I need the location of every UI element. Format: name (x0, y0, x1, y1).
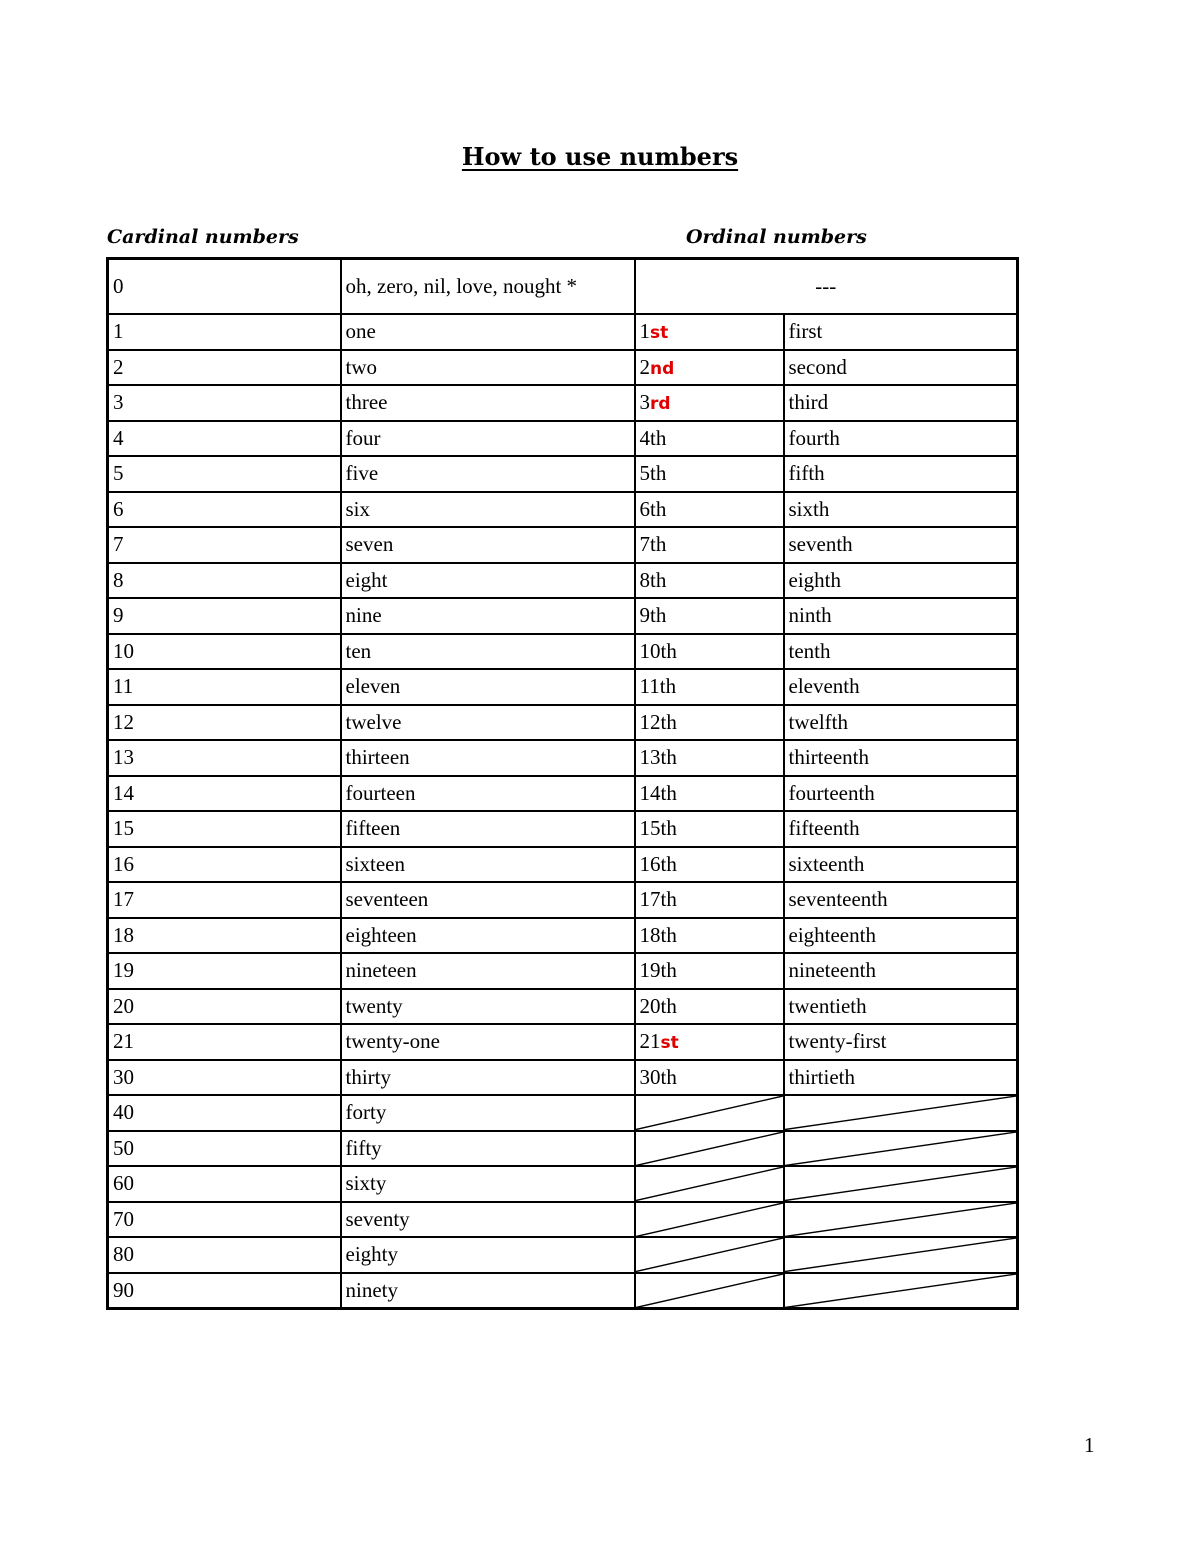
cardinal-number-cell: 12 (108, 705, 341, 741)
cardinal-number-cell: 50 (108, 1131, 341, 1167)
table-row (108, 669, 1018, 705)
ordinal-number: 13 (639, 745, 661, 770)
cardinal-word-cell: five (341, 456, 635, 492)
table-row (108, 385, 1018, 421)
empty-crossed-cell (784, 1166, 1018, 1202)
ordinal-number: 7 (639, 532, 650, 557)
empty-crossed-cell (635, 1273, 784, 1309)
ordinal-number-cell (635, 740, 784, 776)
cardinal-word-cell: six (341, 492, 635, 528)
table-row (108, 1166, 1018, 1202)
cardinal-number-cell: 21 (108, 1024, 341, 1060)
ordinal-number-cell (635, 1060, 784, 1096)
ordinal-number: 18 (639, 922, 661, 947)
cardinal-word-cell: forty (341, 1095, 635, 1131)
table-row (108, 847, 1018, 883)
table-row (108, 1273, 1018, 1309)
table-row (108, 882, 1018, 918)
cardinal-number-cell: 2 (108, 350, 341, 386)
cardinal-word-cell: three (341, 385, 635, 421)
ordinal-number: 2 (639, 354, 650, 379)
table-row (108, 563, 1018, 599)
cardinal-word-cell: fifty (341, 1131, 635, 1167)
ordinal-suffix: th (659, 674, 677, 699)
ordinal-number-cell (635, 1024, 784, 1060)
cardinal-number-cell: 40 (108, 1095, 341, 1131)
cardinal-word-cell: eighty (341, 1237, 635, 1273)
cardinal-word-cell: ten (341, 634, 635, 670)
ordinal-word-cell: sixteenth (784, 847, 1018, 883)
cardinal-word-cell: twenty (341, 989, 635, 1025)
table-row (108, 527, 1018, 563)
cardinal-word-cell: seven (341, 527, 635, 563)
ordinal-suffix: st (650, 323, 669, 344)
ordinal-word-cell: eighteenth (784, 918, 1018, 954)
cardinal-word-cell: fifteen (341, 811, 635, 847)
ordinal-word-cell: second (784, 350, 1018, 386)
cardinal-word-cell: twelve (341, 705, 635, 741)
ordinal-number-cell (635, 527, 784, 563)
ordinal-word-cell: first (784, 314, 1018, 350)
empty-crossed-cell (784, 1202, 1018, 1238)
cardinal-number-cell: 80 (108, 1237, 341, 1273)
cardinal-word-cell: eighteen (341, 918, 635, 954)
ordinal-number: 5 (639, 461, 650, 486)
ordinal-suffix: th (660, 1064, 677, 1089)
ordinal-word-cell: ninth (784, 598, 1018, 634)
ordinal-number: 14 (639, 780, 661, 805)
ordinal-number: 3 (639, 390, 650, 415)
cardinal-number-cell: 5 (108, 456, 341, 492)
table-row-zero (108, 259, 1018, 315)
ordinal-suffix: th (650, 567, 667, 592)
ordinal-number-cell (635, 598, 784, 634)
ordinal-suffix: th (650, 603, 667, 628)
ordinal-word-cell: eighth (784, 563, 1018, 599)
table-row (108, 421, 1018, 457)
ordinal-word-cell: thirteenth (784, 740, 1018, 776)
cardinal-number-cell: 13 (108, 740, 341, 776)
table-row (108, 1131, 1018, 1167)
table-row (108, 1202, 1018, 1238)
table-row (108, 634, 1018, 670)
ordinal-number: 8 (639, 567, 650, 592)
numbers-table-body (108, 259, 1018, 1309)
cardinal-word-cell: two (341, 350, 635, 386)
ordinal-number-cell (635, 634, 784, 670)
ordinal-suffix: rd (650, 394, 671, 415)
table-row (108, 350, 1018, 386)
table-row (108, 1024, 1018, 1060)
ordinal-suffix: th (660, 993, 677, 1018)
ordinal-number-cell (635, 456, 784, 492)
ordinal-placeholder-cell: --- (635, 259, 1018, 315)
cardinal-word-cell: thirty (341, 1060, 635, 1096)
ordinal-suffix: th (660, 922, 677, 947)
page-number: 1 (1084, 1433, 1095, 1457)
cardinal-number-cell: 8 (108, 563, 341, 599)
cardinal-number-cell: 6 (108, 492, 341, 528)
ordinal-word-cell: seventh (784, 527, 1018, 563)
cardinal-word-cell: ninety (341, 1273, 635, 1309)
ordinal-suffix: th (660, 638, 677, 663)
table-row (108, 776, 1018, 812)
cardinal-word-cell: one (341, 314, 635, 350)
diagonal-strike-line (636, 1096, 783, 1130)
ordinal-word-cell: fourteenth (784, 776, 1018, 812)
ordinal-numbers-heading: Ordinal numbers (686, 226, 867, 248)
ordinal-suffix: th (660, 887, 677, 912)
cardinal-word-cell: twenty-one (341, 1024, 635, 1060)
ordinal-number: 21 (639, 1029, 661, 1054)
cardinal-number-cell: 15 (108, 811, 341, 847)
empty-crossed-cell (635, 1202, 784, 1238)
ordinal-word-cell: tenth (784, 634, 1018, 670)
ordinal-number-cell (635, 953, 784, 989)
ordinal-number: 19 (639, 958, 661, 983)
cardinal-number-cell: 90 (108, 1273, 341, 1309)
ordinal-suffix: th (650, 532, 667, 557)
cardinal-number-cell: 4 (108, 421, 341, 457)
table-row (108, 740, 1018, 776)
empty-crossed-cell (784, 1273, 1018, 1309)
empty-crossed-cell (635, 1166, 784, 1202)
cardinal-number-cell: 10 (108, 634, 341, 670)
ordinal-word-cell: twentieth (784, 989, 1018, 1025)
ordinal-number: 9 (639, 603, 650, 628)
cardinal-word-cell: oh, zero, nil, love, nought * (341, 259, 635, 315)
cardinal-word-cell: seventy (341, 1202, 635, 1238)
cardinal-word-cell: eleven (341, 669, 635, 705)
table-row (108, 705, 1018, 741)
ordinal-word-cell: sixth (784, 492, 1018, 528)
diagonal-strike-line (785, 1203, 1017, 1237)
table-row (108, 456, 1018, 492)
ordinal-number: 4 (639, 425, 650, 450)
diagonal-strike-line (636, 1274, 783, 1308)
ordinal-number-cell (635, 385, 784, 421)
ordinal-number: 17 (639, 887, 661, 912)
diagonal-strike-line (636, 1132, 783, 1166)
ordinal-word-cell: fifth (784, 456, 1018, 492)
ordinal-number-cell (635, 421, 784, 457)
empty-crossed-cell (784, 1095, 1018, 1131)
ordinal-word-cell: eleventh (784, 669, 1018, 705)
ordinal-number-cell (635, 847, 784, 883)
ordinal-number-cell (635, 811, 784, 847)
diagonal-strike-line (785, 1132, 1017, 1166)
cardinal-number-cell: 9 (108, 598, 341, 634)
ordinal-word-cell: thirtieth (784, 1060, 1018, 1096)
ordinal-suffix: nd (650, 358, 675, 379)
ordinal-word-cell: seventeenth (784, 882, 1018, 918)
cardinal-word-cell: four (341, 421, 635, 457)
table-row (108, 918, 1018, 954)
ordinal-word-cell: twelfth (784, 705, 1018, 741)
table-row (108, 314, 1018, 350)
ordinal-suffix: th (660, 780, 677, 805)
ordinal-suffix: th (650, 496, 667, 521)
empty-crossed-cell (784, 1237, 1018, 1273)
ordinal-number: 20 (639, 993, 661, 1018)
ordinal-suffix: th (650, 425, 667, 450)
ordinal-suffix: th (660, 816, 677, 841)
cardinal-word-cell: sixteen (341, 847, 635, 883)
ordinal-number-cell (635, 350, 784, 386)
diagonal-strike-line (785, 1274, 1017, 1308)
table-row (108, 492, 1018, 528)
table-row (108, 1095, 1018, 1131)
ordinal-number: 16 (639, 851, 661, 876)
cardinal-word-cell: nine (341, 598, 635, 634)
cardinal-number-cell: 20 (108, 989, 341, 1025)
diagonal-strike-line (636, 1167, 783, 1201)
ordinal-suffix: th (660, 709, 677, 734)
ordinal-word-cell: twenty-first (784, 1024, 1018, 1060)
numbers-table (106, 257, 1019, 1310)
empty-crossed-cell (635, 1237, 784, 1273)
cardinal-number-cell: 19 (108, 953, 341, 989)
ordinal-word-cell: third (784, 385, 1018, 421)
ordinal-number-cell (635, 314, 784, 350)
cardinal-word-cell: nineteen (341, 953, 635, 989)
ordinal-number: 1 (639, 319, 650, 344)
ordinal-number: 6 (639, 496, 650, 521)
cardinal-number-cell: 17 (108, 882, 341, 918)
diagonal-strike-line (785, 1096, 1017, 1130)
cardinal-number-cell: 60 (108, 1166, 341, 1202)
ordinal-suffix: th (660, 745, 677, 770)
ordinal-number: 15 (639, 816, 661, 841)
ordinal-suffix: th (660, 851, 677, 876)
table-row (108, 1060, 1018, 1096)
empty-crossed-cell (784, 1131, 1018, 1167)
cardinal-number-cell: 14 (108, 776, 341, 812)
ordinal-number: 11 (639, 674, 660, 699)
empty-crossed-cell (635, 1095, 784, 1131)
cardinal-word-cell: fourteen (341, 776, 635, 812)
ordinal-number-cell (635, 492, 784, 528)
ordinal-number: 10 (639, 638, 661, 663)
page-title: How to use numbers (461, 142, 739, 171)
cardinal-number-cell: 0 (108, 259, 341, 315)
table-row (108, 989, 1018, 1025)
ordinal-number-cell (635, 918, 784, 954)
table-row (108, 598, 1018, 634)
cardinal-number-cell: 11 (108, 669, 341, 705)
cardinal-number-cell: 70 (108, 1202, 341, 1238)
cardinal-number-cell: 7 (108, 527, 341, 563)
ordinal-number: 30 (639, 1064, 661, 1089)
ordinal-number-cell (635, 882, 784, 918)
cardinal-word-cell: sixty (341, 1166, 635, 1202)
diagonal-strike-line (785, 1238, 1017, 1272)
diagonal-strike-line (785, 1167, 1017, 1201)
ordinal-number: 12 (639, 709, 661, 734)
ordinal-suffix: th (650, 461, 667, 486)
ordinal-word-cell: nineteenth (784, 953, 1018, 989)
table-row (108, 1237, 1018, 1273)
diagonal-strike-line (636, 1203, 783, 1237)
ordinal-number-cell (635, 563, 784, 599)
table-row (108, 811, 1018, 847)
cardinal-number-cell: 3 (108, 385, 341, 421)
cardinal-number-cell: 1 (108, 314, 341, 350)
ordinal-number-cell (635, 776, 784, 812)
cardinal-numbers-heading: Cardinal numbers (107, 226, 299, 248)
ordinal-suffix: st (660, 1033, 679, 1054)
diagonal-strike-line (636, 1238, 783, 1272)
cardinal-number-cell: 18 (108, 918, 341, 954)
cardinal-word-cell: thirteen (341, 740, 635, 776)
ordinal-word-cell: fifteenth (784, 811, 1018, 847)
cardinal-number-cell: 16 (108, 847, 341, 883)
cardinal-word-cell: seventeen (341, 882, 635, 918)
empty-crossed-cell (635, 1131, 784, 1167)
ordinal-number-cell (635, 989, 784, 1025)
ordinal-number-cell (635, 669, 784, 705)
table-row (108, 953, 1018, 989)
cardinal-number-cell: 30 (108, 1060, 341, 1096)
ordinal-number-cell (635, 705, 784, 741)
ordinal-suffix: th (660, 958, 677, 983)
cardinal-word-cell: eight (341, 563, 635, 599)
ordinal-word-cell: fourth (784, 421, 1018, 457)
